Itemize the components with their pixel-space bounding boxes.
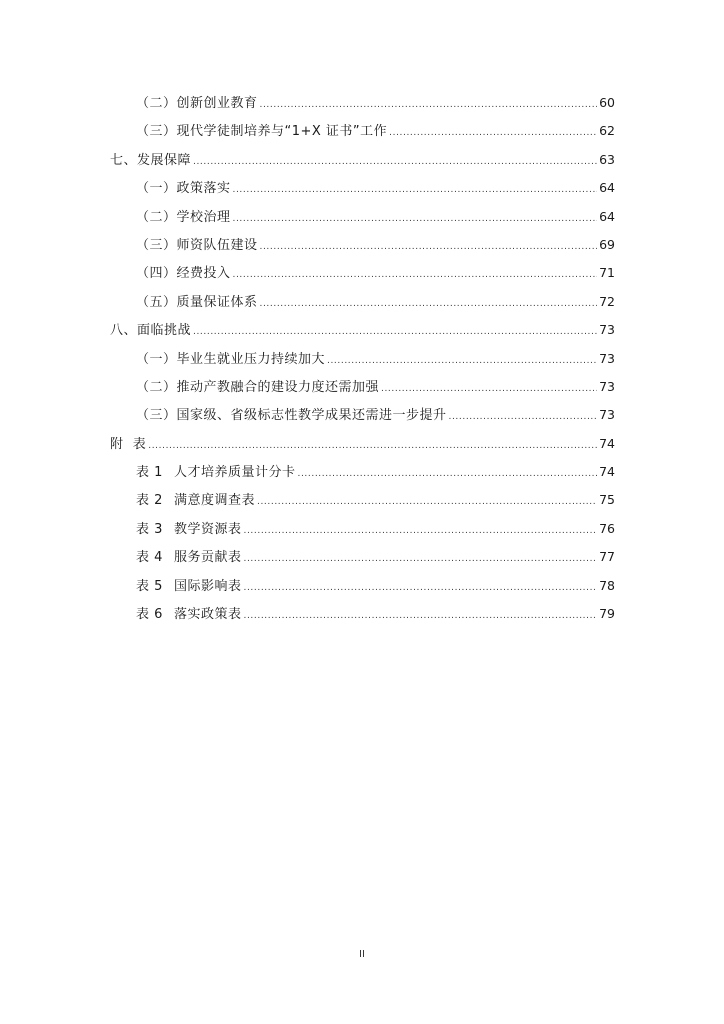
table-number: 表 6	[136, 607, 163, 623]
toc-entry-page: 73	[599, 407, 615, 423]
toc-entry-label: 八、面临挑战	[110, 323, 192, 339]
toc-section-development-guarantee[interactable]	[110, 146, 615, 174]
toc-table-entry-policy-implementation[interactable]	[110, 600, 615, 628]
dot-leader	[233, 205, 598, 233]
dot-leader	[327, 347, 597, 375]
toc-entry-page: 74	[599, 464, 615, 480]
toc-entry-funding-input[interactable]	[110, 259, 615, 287]
dot-leader	[260, 290, 598, 318]
table-title: 国际影响表	[174, 578, 242, 594]
toc-entry-page: 60	[599, 95, 615, 110]
dot-leader	[193, 318, 597, 346]
toc-entry-page: 79	[599, 606, 615, 622]
toc-entry-page: 75	[599, 492, 615, 508]
table-number: 表 2	[136, 493, 163, 509]
dot-leader	[260, 91, 598, 119]
table-number: 表 4	[136, 550, 163, 566]
toc-section-appendix-tables[interactable]	[110, 430, 615, 458]
dot-leader	[449, 403, 598, 431]
toc-entry-page: 72	[599, 293, 615, 309]
toc-entry-page: 69	[599, 236, 615, 252]
toc-table-entry-talent-quality-scorecard[interactable]	[110, 458, 615, 486]
toc-table-entry-satisfaction-survey[interactable]	[110, 486, 615, 514]
toc-entry-faculty-building[interactable]	[110, 231, 615, 259]
table-title: 服务贡献表	[174, 550, 242, 566]
toc-entry-page: 63	[599, 151, 615, 167]
dot-leader	[244, 517, 598, 545]
table-title: 人才培养质量计分卡	[174, 465, 296, 481]
toc-entry-label: （二）创新创业教育	[136, 96, 258, 111]
toc-entry-page: 64	[599, 208, 615, 224]
toc-table-label	[136, 601, 242, 629]
toc-entry-page: 73	[599, 378, 615, 394]
toc-entry-policy-implementation[interactable]	[110, 174, 615, 202]
toc-table-entry-service-contribution[interactable]	[110, 543, 615, 571]
toc-entry-page: 73	[599, 322, 615, 338]
dot-leader	[233, 261, 598, 289]
table-of-contents	[110, 89, 615, 628]
toc-table-label	[136, 516, 242, 544]
toc-entry-label: 附 表	[110, 436, 147, 452]
table-title: 教学资源表	[174, 521, 242, 537]
toc-entry-industry-education-integration[interactable]	[110, 373, 615, 401]
table-number: 表 1	[136, 465, 163, 481]
dot-leader	[244, 602, 598, 630]
page-number: II	[359, 949, 365, 960]
toc-table-entry-teaching-resources[interactable]	[110, 515, 615, 543]
toc-entry-label: （五）质量保证体系	[136, 294, 258, 310]
toc-entry-label: （二）推动产教融合的建设力度还需加强	[136, 379, 380, 395]
dot-leader	[148, 432, 597, 460]
toc-entry-label: （二）学校治理	[136, 209, 231, 225]
dot-leader	[389, 119, 597, 147]
dot-leader	[260, 233, 598, 261]
toc-table-entry-international-influence[interactable]	[110, 572, 615, 600]
table-title: 满意度调查表	[174, 493, 256, 509]
toc-entry-page: 77	[599, 549, 615, 565]
dot-leader	[257, 488, 597, 516]
dot-leader	[381, 375, 597, 403]
toc-entry-page: 78	[599, 577, 615, 593]
toc-entry-label: （一）政策落实	[136, 181, 231, 197]
toc-table-label	[136, 459, 296, 487]
toc-entry-school-governance[interactable]	[110, 203, 615, 231]
dot-leader	[233, 176, 598, 204]
toc-table-label	[136, 487, 255, 515]
table-title: 落实政策表	[174, 607, 242, 623]
toc-section-challenges[interactable]	[110, 316, 615, 344]
dot-leader	[298, 460, 598, 488]
toc-entry-innovation-entrepreneurship[interactable]	[110, 89, 615, 117]
toc-entry-label: 七、发展保障	[110, 152, 192, 168]
table-number: 表 3	[136, 521, 163, 537]
toc-entry-apprenticeship-1x-certificate[interactable]	[110, 117, 615, 145]
toc-entry-label: （三）师资队伍建设	[136, 237, 258, 253]
toc-entry-label: （一）毕业生就业压力持续加大	[136, 351, 326, 367]
toc-entry-page: 76	[599, 520, 615, 536]
dot-leader	[244, 545, 598, 573]
toc-entry-page: 73	[599, 350, 615, 366]
dot-leader	[244, 574, 598, 602]
toc-entry-page: 74	[599, 435, 615, 451]
dot-leader	[193, 148, 597, 176]
toc-entry-label: （三）现代学徒制培养与“1+X 证书”工作	[136, 124, 388, 140]
toc-entry-label: （三）国家级、省级标志性教学成果还需进一步提升	[136, 408, 447, 424]
toc-entry-page: 71	[599, 265, 615, 281]
toc-entry-page: 64	[599, 180, 615, 196]
toc-entry-page: 62	[599, 123, 615, 139]
toc-entry-quality-assurance[interactable]	[110, 288, 615, 316]
toc-entry-employment-pressure[interactable]	[110, 345, 615, 373]
toc-entry-label: （四）经费投入	[136, 266, 231, 282]
toc-table-label	[136, 573, 242, 601]
table-number: 表 5	[136, 578, 163, 594]
toc-entry-teaching-achievements[interactable]	[110, 401, 615, 429]
toc-table-label	[136, 544, 242, 572]
